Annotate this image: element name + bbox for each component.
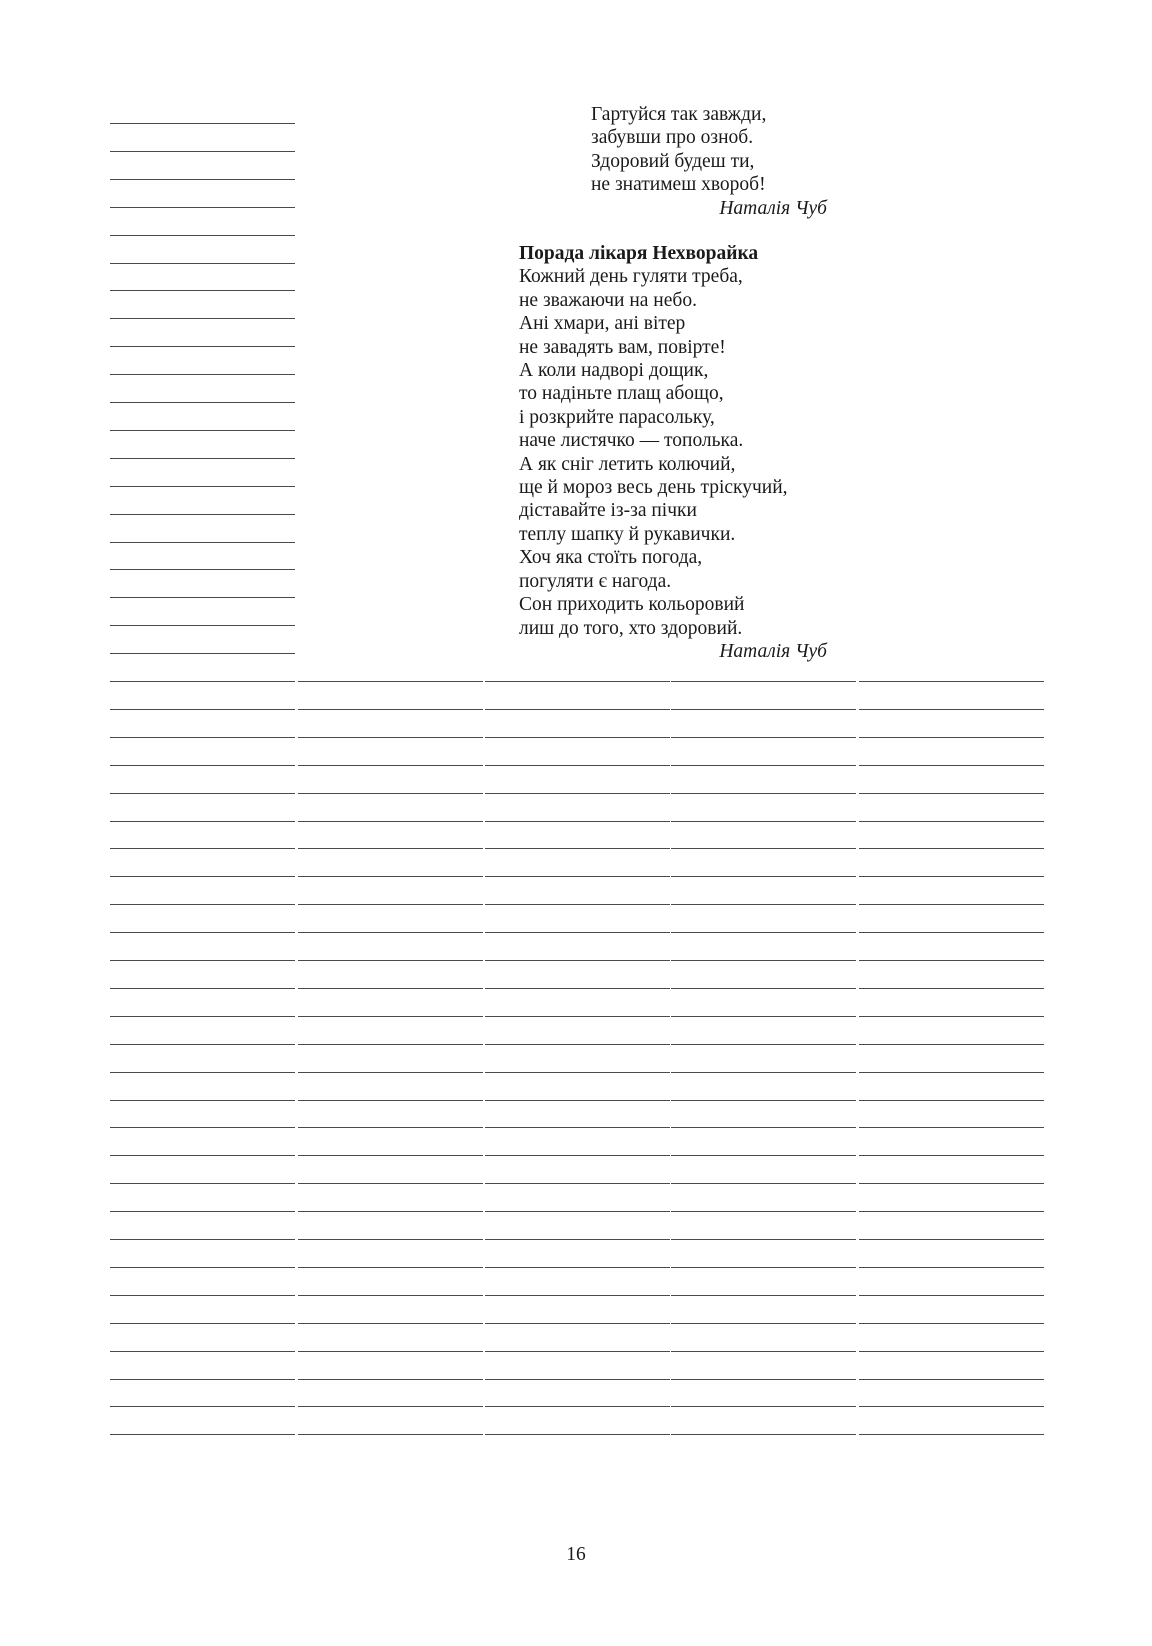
writing-line [110, 1155, 295, 1156]
writing-line [298, 1183, 483, 1184]
writing-line [485, 1239, 670, 1240]
writing-line [298, 1295, 483, 1296]
writing-line [298, 876, 483, 877]
poem-line: не знатимеш хвороб! [591, 174, 766, 196]
writing-line [485, 1183, 670, 1184]
writing-line [485, 1072, 670, 1073]
poem-line: теплу шапку й рукавички. [519, 523, 736, 545]
writing-line [110, 681, 295, 682]
writing-line [859, 1379, 1044, 1380]
writing-line [859, 737, 1044, 738]
writing-line [485, 1211, 670, 1212]
writing-line [485, 793, 670, 794]
writing-line [485, 988, 670, 989]
writing-line [859, 848, 1044, 849]
writing-line [110, 821, 295, 822]
writing-line [110, 1351, 295, 1352]
writing-line [671, 793, 856, 794]
writing-line [485, 1127, 670, 1128]
writing-line [298, 1211, 483, 1212]
writing-line [110, 876, 295, 877]
writing-line [110, 988, 295, 989]
poem-line: не завадять вам, повірте! [519, 336, 726, 358]
writing-line [298, 793, 483, 794]
writing-line [859, 821, 1044, 822]
writing-line [298, 709, 483, 710]
writing-line [859, 932, 1044, 933]
writing-line [485, 1379, 670, 1380]
writing-line [671, 1044, 856, 1045]
writing-line [110, 1434, 295, 1435]
poem-line: Гартуйся так завжди, [591, 104, 767, 125]
poem-line: не зважаючи на небо. [519, 289, 697, 311]
writing-line [485, 1155, 670, 1156]
poem-line: забувши про озноб. [591, 127, 754, 149]
writing-line [671, 821, 856, 822]
writing-line [298, 1379, 483, 1380]
poem-line: Ані хмари, ані вітер [519, 313, 686, 335]
writing-line [110, 1295, 295, 1296]
writing-line [485, 1044, 670, 1045]
writing-line [110, 960, 295, 961]
writing-line [671, 932, 856, 933]
writing-line [110, 263, 295, 264]
writing-line [110, 179, 295, 180]
writing-line [671, 1183, 856, 1184]
writing-line [110, 597, 295, 598]
writing-line [671, 1072, 856, 1073]
poem-hardening [591, 103, 827, 220]
writing-line [110, 1044, 295, 1045]
writing-line [110, 1267, 295, 1268]
writing-line [485, 960, 670, 961]
page-number: 16 [566, 1544, 586, 1565]
writing-line [298, 1072, 483, 1073]
writing-line [110, 569, 295, 570]
writing-line [485, 932, 670, 933]
writing-line [110, 932, 295, 933]
writing-line [485, 1434, 670, 1435]
writing-line [859, 1239, 1044, 1240]
writing-line [859, 960, 1044, 961]
writing-line [485, 1016, 670, 1017]
writing-line [110, 1072, 295, 1073]
writing-line [298, 960, 483, 961]
writing-line [671, 737, 856, 738]
poem-line: наче листячко — тополька. [519, 430, 744, 452]
writing-line [110, 1239, 295, 1240]
writing-line [859, 765, 1044, 766]
writing-line [110, 374, 295, 375]
writing-line [485, 1295, 670, 1296]
writing-line [110, 458, 295, 459]
writing-line [485, 1406, 670, 1407]
writing-line [110, 151, 295, 152]
writing-line [298, 1323, 483, 1324]
writing-line [671, 709, 856, 710]
writing-line [110, 653, 295, 654]
writing-line [671, 848, 856, 849]
writing-line [859, 1155, 1044, 1156]
writing-line [110, 207, 295, 208]
writing-line [110, 1016, 295, 1017]
writing-line [671, 960, 856, 961]
writing-line [859, 1295, 1044, 1296]
writing-line [859, 1267, 1044, 1268]
writing-line [298, 1351, 483, 1352]
writing-line [298, 1406, 483, 1407]
writing-line [110, 486, 295, 487]
writing-line [671, 1295, 856, 1296]
poem-line: ще й мороз весь день тріскучий, [519, 477, 788, 499]
writing-line [110, 737, 295, 738]
poem-line: Хоч яка стоїть погода, [519, 547, 703, 569]
writing-line [485, 737, 670, 738]
writing-line [859, 1434, 1044, 1435]
writing-line [298, 1016, 483, 1017]
writing-line [298, 737, 483, 738]
writing-line [298, 1127, 483, 1128]
writing-line [671, 1155, 856, 1156]
writing-line [859, 1044, 1044, 1045]
writing-line [485, 1267, 670, 1268]
poem-line: Сон приходить кольоровий [519, 594, 745, 616]
writing-line [298, 1100, 483, 1101]
writing-line [110, 625, 295, 626]
writing-line [110, 1183, 295, 1184]
writing-line [485, 1323, 670, 1324]
writing-line [485, 876, 670, 877]
writing-line [110, 1127, 295, 1128]
writing-line [485, 848, 670, 849]
writing-line [298, 1155, 483, 1156]
writing-line [671, 1434, 856, 1435]
writing-line [110, 318, 295, 319]
writing-line [859, 793, 1044, 794]
poem-line: то надіньте плащ абощо, [519, 383, 724, 405]
writing-line [859, 681, 1044, 682]
writing-line [671, 876, 856, 877]
writing-line [298, 1267, 483, 1268]
writing-line [859, 1016, 1044, 1017]
writing-line [859, 1100, 1044, 1101]
writing-line [859, 1211, 1044, 1212]
writing-line [671, 988, 856, 989]
writing-line [485, 904, 670, 905]
writing-line [859, 1183, 1044, 1184]
writing-line [110, 848, 295, 849]
poem-line: А як сніг летить колючий, [519, 453, 736, 475]
writing-line [485, 1100, 670, 1101]
writing-line [110, 1379, 295, 1380]
writing-line [110, 709, 295, 710]
writing-line [298, 932, 483, 933]
writing-line [110, 542, 295, 543]
writing-line [485, 681, 670, 682]
writing-line [485, 821, 670, 822]
writing-line [110, 290, 295, 291]
writing-line [859, 904, 1044, 905]
poem-title: Порада лікаря Нехворайка [519, 243, 759, 264]
writing-line [110, 346, 295, 347]
writing-line [298, 1434, 483, 1435]
writing-line [671, 1127, 856, 1128]
writing-line [671, 1351, 856, 1352]
writing-line [859, 1406, 1044, 1407]
writing-line [671, 904, 856, 905]
writing-line [671, 1267, 856, 1268]
writing-line [110, 235, 295, 236]
poem-author: Наталія Чуб [719, 197, 827, 219]
writing-line [110, 514, 295, 515]
poem-line: лиш до того, хто здоровий. [519, 617, 743, 639]
writing-line [671, 1016, 856, 1017]
poem-line: А коли надворі дощик, [519, 360, 709, 382]
writing-line [671, 1323, 856, 1324]
writing-line [110, 1100, 295, 1101]
writing-line [671, 1406, 856, 1407]
writing-line [859, 876, 1044, 877]
writing-line [110, 793, 295, 794]
writing-line [671, 681, 856, 682]
writing-line [859, 988, 1044, 989]
writing-line [298, 1044, 483, 1045]
writing-line [485, 1351, 670, 1352]
writing-line [110, 123, 295, 124]
writing-line [110, 1406, 295, 1407]
writing-line [485, 765, 670, 766]
writing-line [298, 988, 483, 989]
writing-line [110, 765, 295, 766]
writing-line [859, 1351, 1044, 1352]
writing-line [298, 681, 483, 682]
writing-line [298, 821, 483, 822]
writing-line [485, 709, 670, 710]
writing-line [859, 1072, 1044, 1073]
poem-line: Здоровий будеш ти, [591, 150, 755, 172]
writing-line [671, 765, 856, 766]
poem-doctor-advice [519, 242, 827, 663]
poem-line: і розкрийте парасольку, [519, 406, 715, 428]
writing-line [298, 848, 483, 849]
writing-line [859, 1323, 1044, 1324]
writing-line [671, 1239, 856, 1240]
writing-line [859, 709, 1044, 710]
writing-line [298, 765, 483, 766]
writing-line [110, 1323, 295, 1324]
writing-line [110, 1211, 295, 1212]
writing-line [110, 402, 295, 403]
writing-line [859, 1127, 1044, 1128]
writing-line [671, 1211, 856, 1212]
writing-line [298, 904, 483, 905]
poem-author: Наталія Чуб [719, 640, 827, 662]
writing-line [110, 430, 295, 431]
poem-line: діставайте із-за пічки [519, 500, 697, 522]
writing-line [110, 904, 295, 905]
writing-line [671, 1100, 856, 1101]
poem-line: Кожний день гуляти треба, [519, 266, 743, 288]
poem-line: погуляти є нагода. [519, 570, 672, 592]
writing-line [298, 1239, 483, 1240]
writing-line [671, 1379, 856, 1380]
